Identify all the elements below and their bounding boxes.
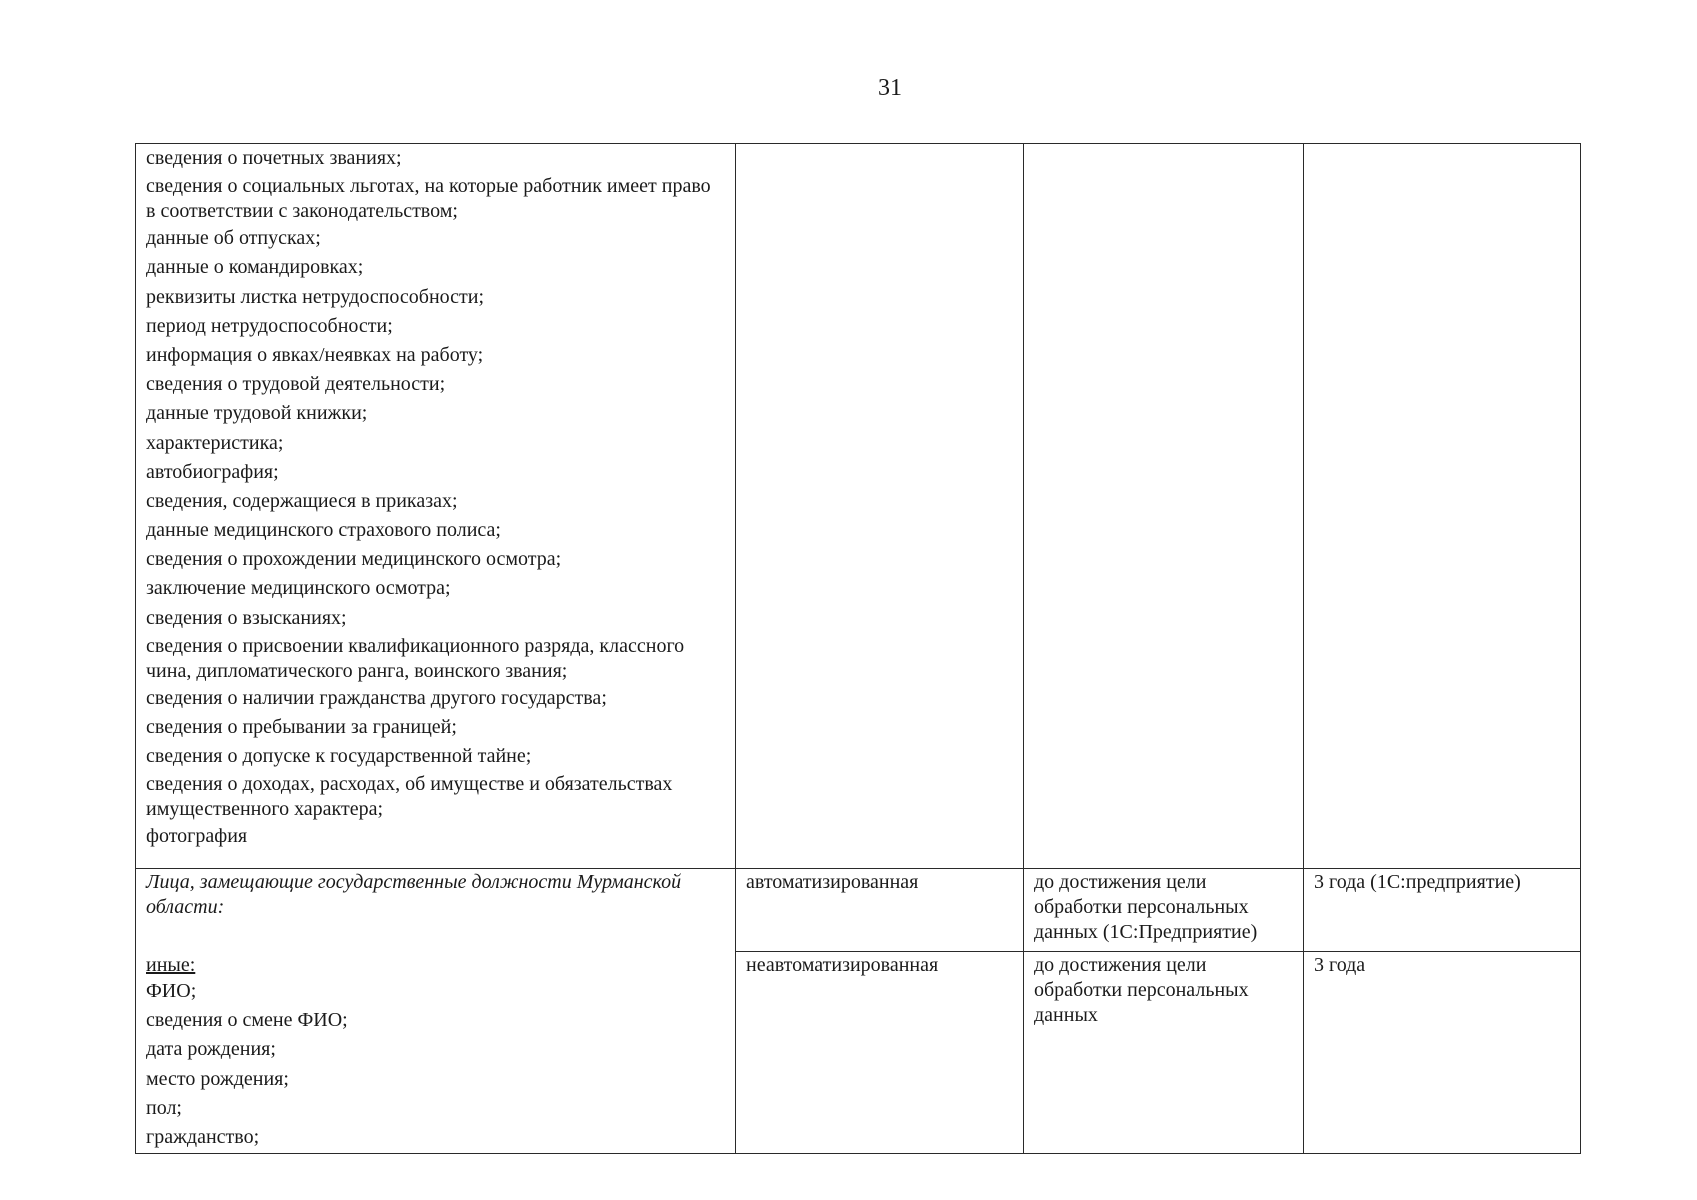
processing-method: неавтоматизированная xyxy=(746,953,939,976)
list-item: информация о явках/неявках на работу; xyxy=(146,343,484,366)
list-item: сведения о трудовой деятельности; xyxy=(146,373,446,396)
data-categories-cell xyxy=(136,144,736,869)
list-item: сведения о почетных званиях; xyxy=(146,147,402,169)
list-item: пол; xyxy=(146,1096,182,1119)
list-item: реквизиты листка нетрудоспособности; xyxy=(146,285,485,308)
list-item: автобиография; xyxy=(146,460,279,483)
officials-items-list xyxy=(146,978,725,1153)
list-item: характеристика; xyxy=(146,431,284,454)
empty-cell xyxy=(1024,144,1304,869)
list-item: сведения о наличии гражданства другого государства; xyxy=(146,686,607,709)
empty-cell xyxy=(736,144,1024,869)
table-row xyxy=(136,869,1581,952)
storage-term: 3 года (1С:предприятие) xyxy=(1314,871,1521,893)
processing-method: автоматизированная xyxy=(746,871,919,893)
list-item: период нетрудоспособности; xyxy=(146,314,393,337)
list-item: гражданство; xyxy=(146,1125,260,1148)
list-item: сведения о смене ФИО; xyxy=(146,1009,348,1032)
processing-term-cell xyxy=(1024,951,1304,1153)
list-item: сведения, содержащиеся в приказах; xyxy=(146,489,458,512)
list-item: сведения о доходах, расходах, об имуществе и обязательствах имущественного характера; xyxy=(146,773,673,821)
processing-method-cell xyxy=(736,951,1024,1153)
storage-term-cell xyxy=(1304,951,1581,1153)
list-item: данные трудовой книжки; xyxy=(146,402,368,425)
list-item: сведения о прохождении медицинского осмотра; xyxy=(146,548,562,571)
table-row xyxy=(136,144,1581,869)
list-item: данные медицинского страхового полиса; xyxy=(146,519,501,542)
processing-term-cell xyxy=(1024,869,1304,952)
personal-data-table xyxy=(135,143,1581,1154)
processing-term: до достижения цели обработки персональных данных xyxy=(1034,953,1249,1026)
list-item: данные об отпусках; xyxy=(146,227,321,250)
category-title: Лица, замещающие государственные должности Мурманской области: xyxy=(146,871,682,918)
list-item: сведения о пребывании за границей; xyxy=(146,716,457,738)
storage-term: 3 года xyxy=(1314,953,1366,976)
officials-category-cell xyxy=(136,869,736,1154)
empty-cell xyxy=(1304,144,1581,869)
list-item: место рождения; xyxy=(146,1067,289,1090)
list-item: сведения о взысканиях; xyxy=(146,606,347,629)
subheading: иные: xyxy=(146,954,196,976)
list-item: сведения о присвоении квалификационного разряда, классного чина, дипломатического ранга, воинского звания; xyxy=(146,634,685,682)
processing-term: до достижения цели обработки персональных данных (1С:Предприятие) xyxy=(1034,871,1258,943)
storage-term-cell xyxy=(1304,869,1581,952)
list-item: заключение медицинского осмотра; xyxy=(146,577,451,600)
list-item: ФИО; xyxy=(146,980,197,1002)
list-item: фотография xyxy=(146,825,248,848)
list-item: дата рождения; xyxy=(146,1038,276,1061)
list-item: сведения о социальных льготах, на которые работник имеет право в соответствии с законодательством; xyxy=(146,175,711,223)
data-items-list xyxy=(146,145,725,853)
list-item: данные о командировках; xyxy=(146,256,364,279)
list-item: сведения о допуске к государственной тайне; xyxy=(146,745,532,768)
page-number: 31 xyxy=(878,75,902,101)
processing-method-cell xyxy=(736,869,1024,952)
